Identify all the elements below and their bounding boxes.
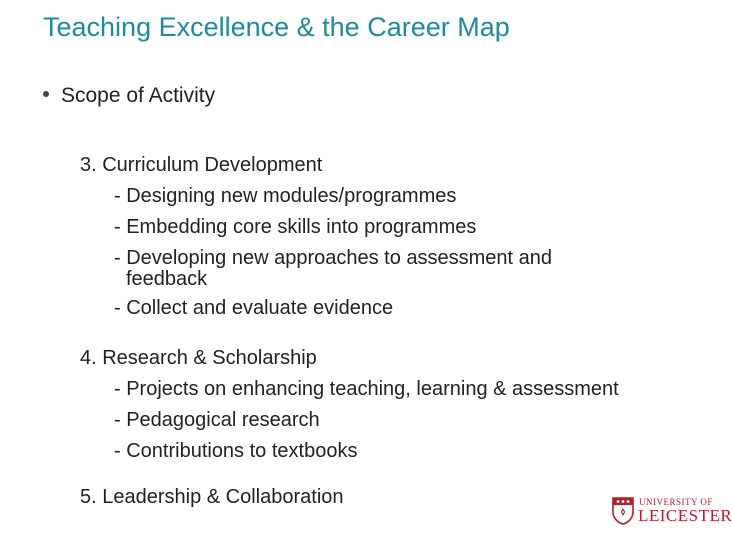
university-logo xyxy=(612,495,732,531)
section-item: - Embedding core skills into programmes xyxy=(114,216,477,238)
section-curriculum xyxy=(80,150,552,324)
section-item: - Designing new modules/programmes xyxy=(114,185,457,207)
section-leadership xyxy=(80,482,344,513)
section-research xyxy=(80,343,619,467)
section-heading: 3. Curriculum Development xyxy=(80,154,323,176)
logo-line-1: UNIVERSITY OF xyxy=(639,497,713,507)
section-item: - Pedagogical research xyxy=(114,409,320,431)
bullet-dot-icon xyxy=(43,91,49,97)
section-heading: 4. Research & Scholarship xyxy=(80,347,317,369)
bullet-scope xyxy=(43,84,215,108)
section-item: - Projects on enhancing teaching, learning & assessment xyxy=(114,378,619,400)
section-item-continuation: feedback xyxy=(126,268,208,290)
logo-line-2: LEICESTER xyxy=(638,506,732,525)
section-item: - Developing new approaches to assessment and xyxy=(114,247,553,269)
slide-title: Teaching Excellence & the Career Map xyxy=(43,12,510,42)
shield-icon xyxy=(612,497,634,525)
section-heading: 5. Leadership & Collaboration xyxy=(80,486,344,508)
bullet-scope-label: Scope of Activity xyxy=(61,84,216,107)
section-item: - Collect and evaluate evidence xyxy=(114,297,394,319)
section-item: - Contributions to textbooks xyxy=(114,440,358,462)
